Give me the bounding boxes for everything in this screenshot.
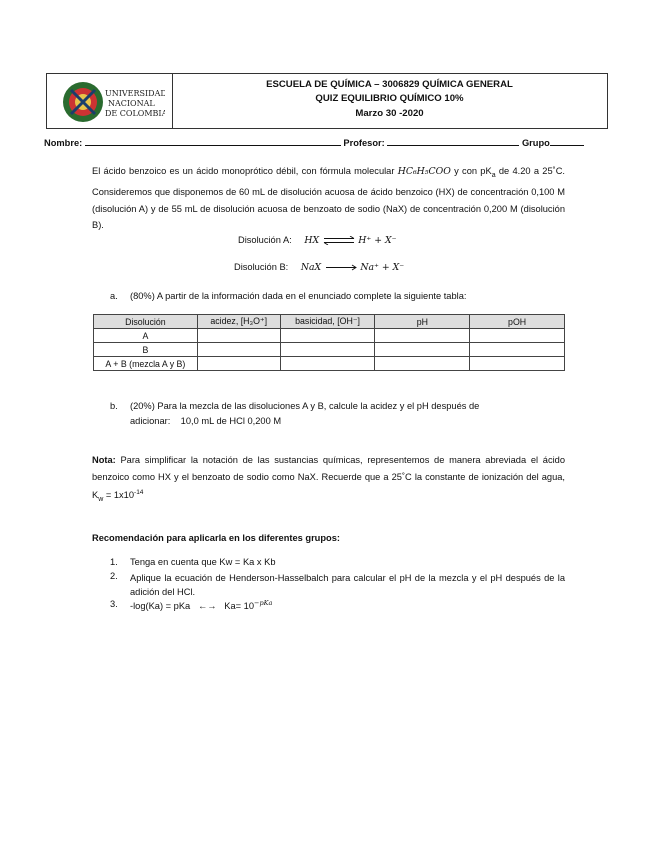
equation-a-right: H⁺ + X⁻ bbox=[358, 235, 397, 246]
question-b-letter: b. bbox=[110, 401, 118, 411]
nota-superscript: -14 bbox=[134, 489, 144, 496]
table-header: acidez, [H₃O⁺] bbox=[197, 315, 280, 329]
table-cell[interactable] bbox=[470, 329, 565, 343]
header-title-2: QUIZ EQUILIBRIO QUÍMICO 10% bbox=[315, 93, 464, 104]
equation-b-right: Na⁺ + X⁻ bbox=[360, 262, 405, 273]
profesor-field[interactable] bbox=[387, 136, 519, 146]
header-title-1: ESCUELA DE QUÍMICA – 3006829 QUÍMICA GENERAL bbox=[266, 79, 513, 90]
intro-paragraph bbox=[92, 163, 565, 234]
logo-text-1: UNIVERSIDAD bbox=[105, 89, 165, 98]
nombre-field[interactable] bbox=[85, 136, 341, 146]
table-row bbox=[94, 343, 565, 357]
list-item: Tenga en cuenta que Kw = Ka x Kb bbox=[130, 557, 276, 567]
logo-text-3: DE COLOMBIA bbox=[105, 109, 165, 118]
list-item: Aplique la ecuación de Henderson-Hasselbalch para calcular el pH de la mezcla y el pH después de la adición del HCl. bbox=[130, 573, 565, 597]
nota-label: Nota: bbox=[92, 455, 116, 465]
grupo-field[interactable] bbox=[550, 136, 584, 146]
table-cell[interactable] bbox=[197, 357, 280, 371]
table-cell[interactable] bbox=[375, 343, 470, 357]
nota-text: Para simplificar la notación de las sustancias químicas, representemos de manera abreviada el ácido benzoico como HX y el benzoato de sodio como NaX. Recuerde que a 25˚C la constante de ionización del agua, K bbox=[92, 455, 565, 501]
list-number: 1. bbox=[110, 557, 118, 567]
university-logo bbox=[61, 80, 165, 124]
fields-row bbox=[44, 136, 584, 148]
equation-a-label: Disolución A: bbox=[238, 235, 292, 245]
equation-b-label: Disolución B: bbox=[234, 262, 289, 272]
table-header: pOH bbox=[470, 315, 565, 329]
grupo-label: Grupo bbox=[521, 138, 550, 148]
table-cell[interactable] bbox=[470, 343, 565, 357]
intro-formula: HC₆H₅COO bbox=[397, 166, 451, 177]
table-row bbox=[94, 357, 565, 371]
list-item-superscript: −pKa bbox=[254, 599, 273, 607]
table-cell[interactable] bbox=[375, 357, 470, 371]
table-cell[interactable] bbox=[375, 329, 470, 343]
table-cell[interactable] bbox=[197, 343, 280, 357]
table-cell[interactable] bbox=[280, 329, 375, 343]
list-number: 2. bbox=[110, 571, 118, 581]
header-title-3: Marzo 30 -2020 bbox=[355, 108, 424, 119]
question-a-text: (80%) A partir de la información dada en el enunciado complete la siguiente tabla: bbox=[130, 291, 467, 301]
list-item-text: -log(Ka) = pKa ←→ Ka= 10 bbox=[130, 601, 255, 612]
table-header: Disolución bbox=[94, 315, 198, 329]
table-row bbox=[94, 329, 565, 343]
table-cell[interactable] bbox=[197, 329, 280, 343]
results-table bbox=[93, 314, 565, 371]
list-number: 3. bbox=[110, 599, 118, 609]
intro-text-2: y con pK bbox=[450, 166, 492, 176]
table-cell[interactable] bbox=[280, 343, 375, 357]
logo-text-2: NACIONAL bbox=[108, 99, 155, 108]
nota-text-2: = 1x10 bbox=[103, 490, 135, 501]
nota-paragraph bbox=[92, 452, 565, 508]
equation-a bbox=[238, 235, 397, 246]
header-box bbox=[46, 73, 608, 129]
recomendacion-title: Recomendación para aplicarla en los diferentes grupos: bbox=[92, 533, 340, 543]
table-cell[interactable] bbox=[280, 357, 375, 371]
right-arrow-icon bbox=[324, 263, 358, 272]
equation-b bbox=[234, 262, 404, 273]
table-header: pH bbox=[375, 315, 470, 329]
table-row-label: A + B (mezcla A y B) bbox=[94, 357, 198, 371]
table-row-label: B bbox=[94, 343, 198, 357]
intro-text-1: El ácido benzoico es un ácido monoprótico débil, con fórmula molecular bbox=[92, 166, 398, 176]
equation-a-left: HX bbox=[304, 235, 320, 246]
intro-text-3: de 4.20 a 25˚C. Consideremos que disponemos de 60 mL de disolución acuosa de ácido benzoico (HX) de concentración 0,100 M (disolución A) y de 55 mL de disolución acuosa de benzoato de sodio (NaX) de concentración 0,200 M (disolución B). bbox=[92, 166, 566, 231]
equation-b-left: NaX bbox=[300, 262, 322, 273]
question-b-line2: adicionar: 10,0 mL de HCl 0,200 M bbox=[130, 416, 282, 426]
table-header: basicidad, [OH⁻] bbox=[280, 315, 375, 329]
question-b-line1: (20%) Para la mezcla de las disoluciones A y B, calcule la acidez y el pH después de bbox=[130, 401, 480, 411]
nombre-label: Nombre: bbox=[44, 138, 83, 148]
question-a-letter: a. bbox=[110, 291, 118, 301]
table-row-label: A bbox=[94, 329, 198, 343]
table-cell[interactable] bbox=[470, 357, 565, 371]
intro-subscript: a bbox=[491, 171, 496, 179]
list-item bbox=[130, 599, 272, 611]
profesor-label: Profesor: bbox=[343, 138, 385, 148]
table-header-row bbox=[94, 315, 565, 329]
equilibrium-arrow-icon bbox=[322, 236, 356, 245]
nota-subscript: w bbox=[98, 495, 104, 503]
